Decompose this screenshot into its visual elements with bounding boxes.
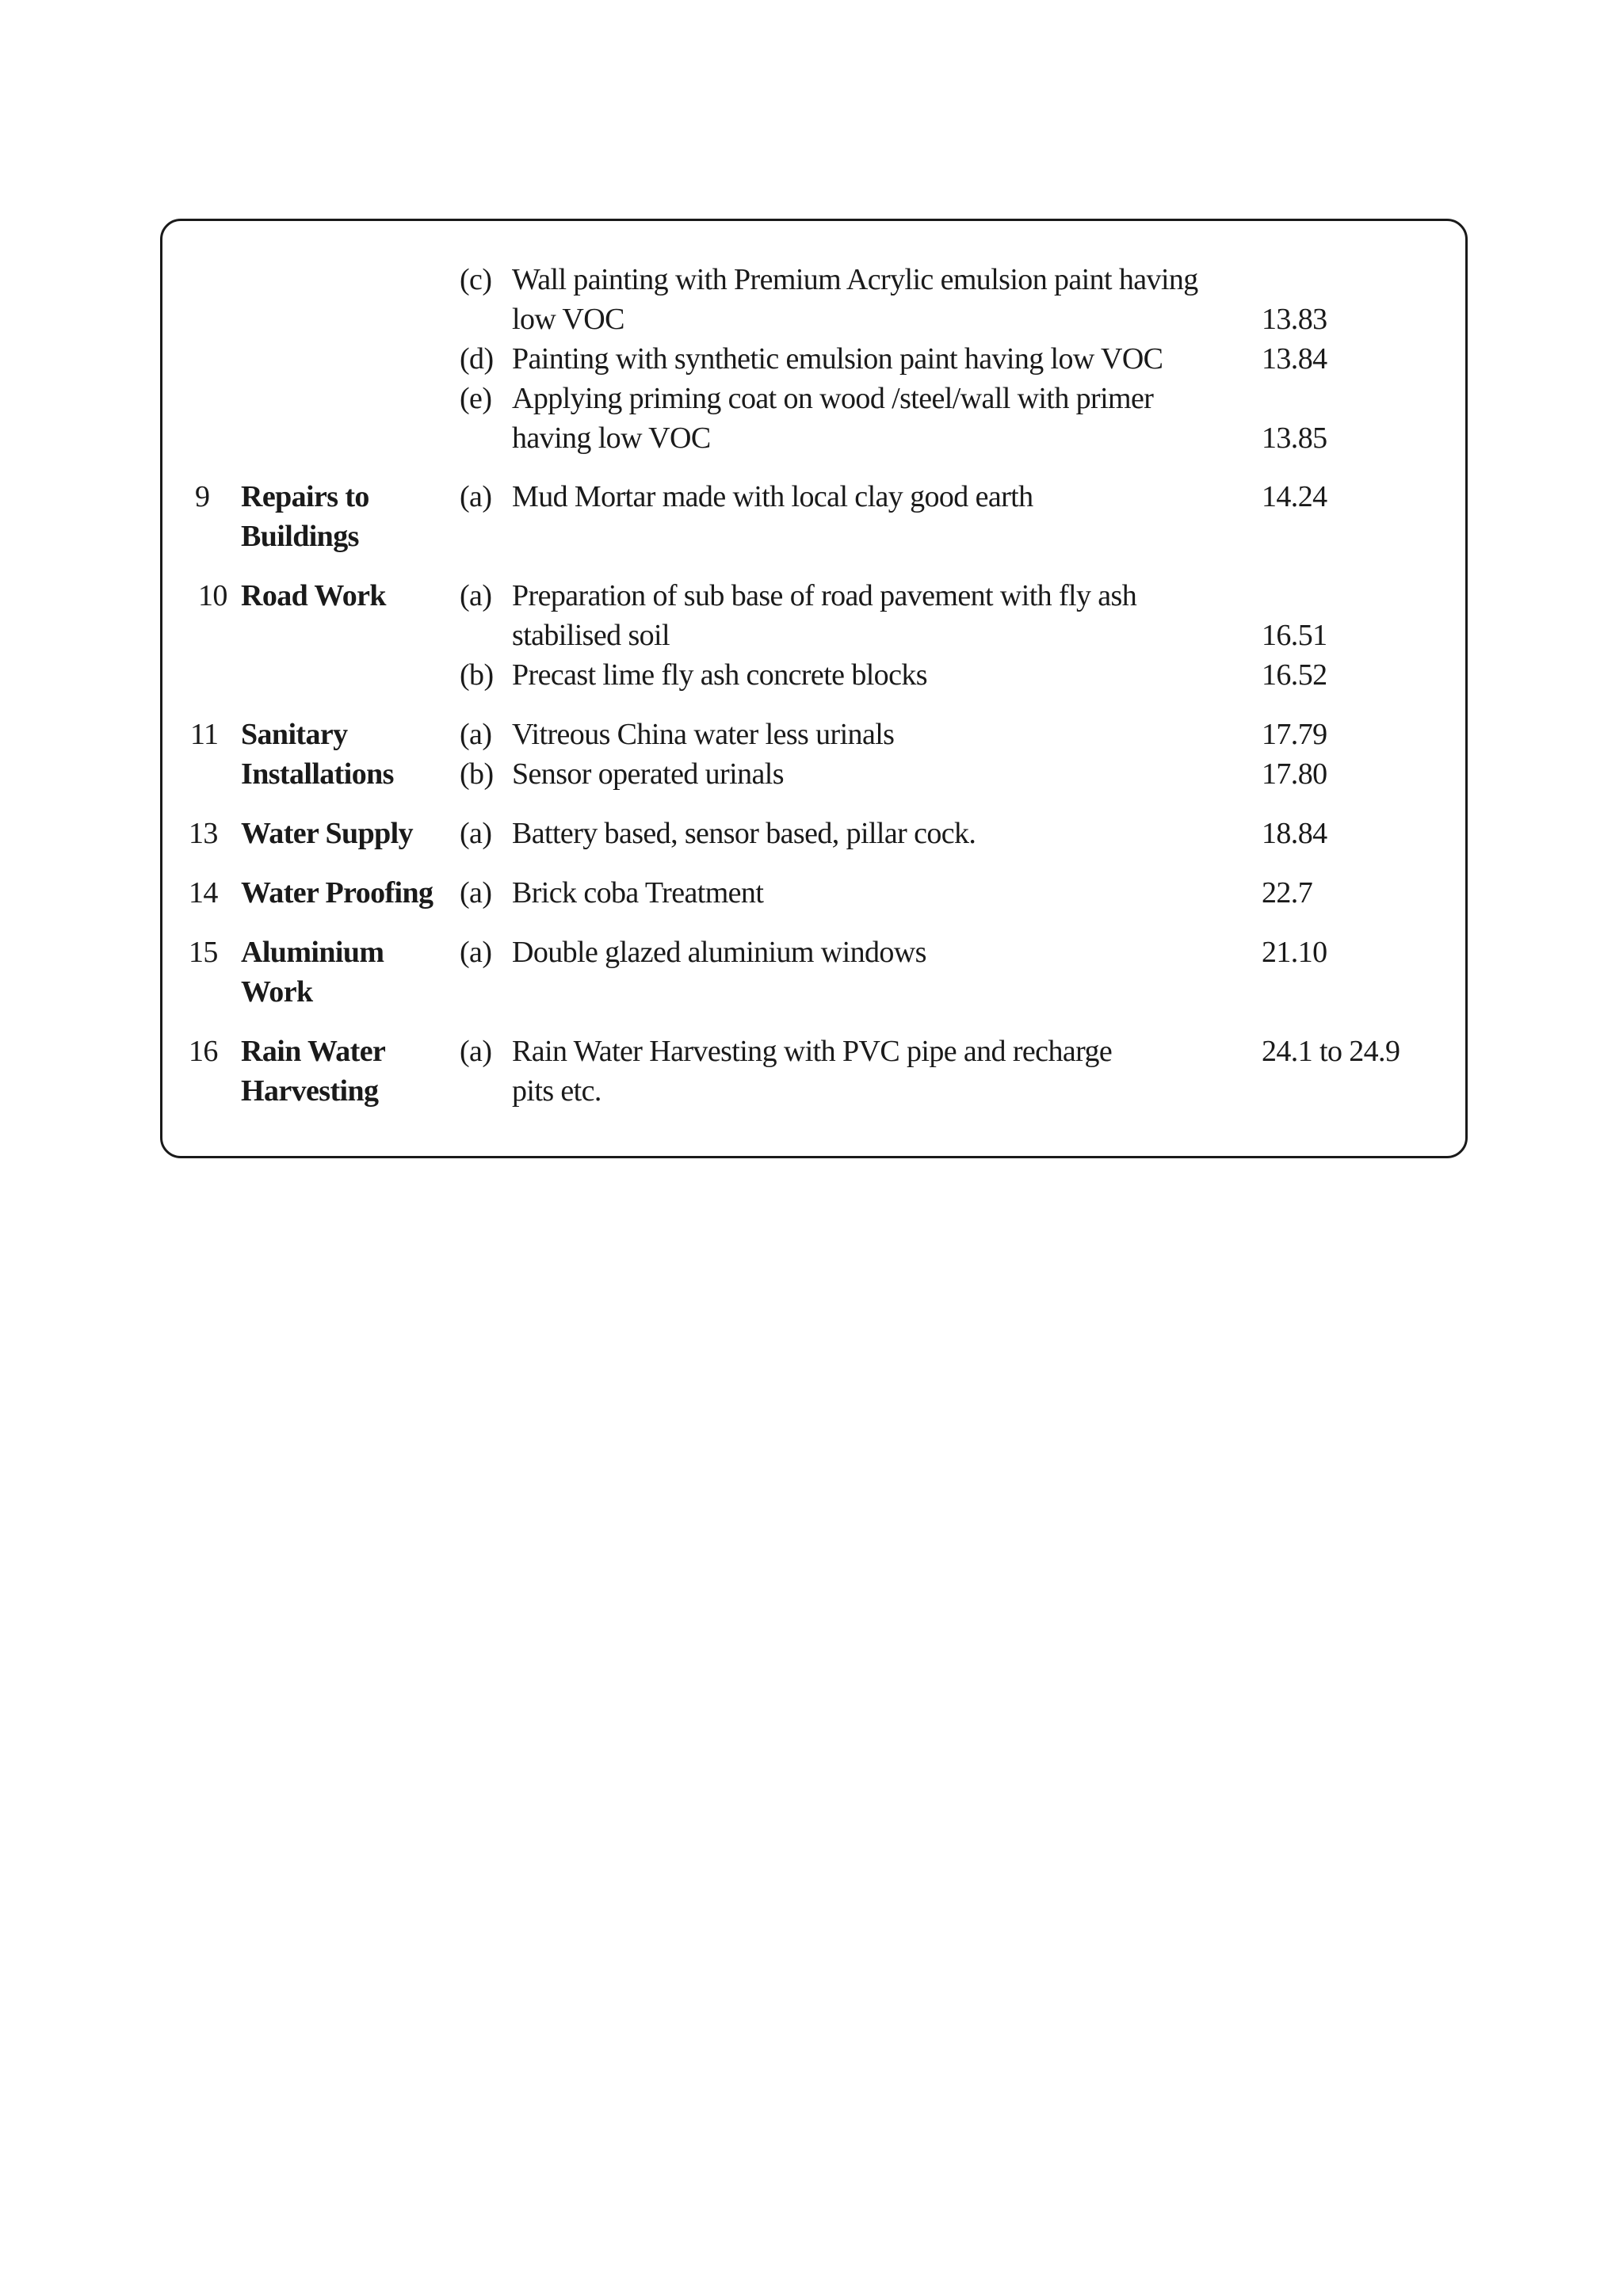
row-heading: Repairs to [241,480,369,513]
item-marker: (a) [460,718,492,751]
item-description: Applying priming coat on wood /steel/wall with primer [512,382,1154,415]
item-description: Vitreous China water less urinals [512,718,895,751]
row-number: 11 [190,718,219,751]
item-reference: 18.84 [1262,817,1327,850]
item-reference: 16.52 [1262,658,1327,692]
item-marker: (e) [460,382,492,415]
row-heading: Harvesting [241,1074,379,1108]
item-description: stabilised soil [512,619,670,652]
row-heading: Buildings [241,520,359,553]
item-marker: (b) [460,757,494,791]
item-description: Brick coba Treatment [512,876,764,910]
item-reference: 14.24 [1262,480,1327,513]
row-number: 15 [189,936,218,969]
item-reference: 16.51 [1262,619,1327,652]
row-heading: Water Proofing [241,876,433,910]
item-description: Battery based, sensor based, pillar cock. [512,817,976,850]
item-reference: 17.80 [1262,757,1327,791]
row-number: 9 [195,480,210,513]
item-description: having low VOC [512,421,711,455]
row-heading: Rain Water [241,1035,386,1068]
item-description: Painting with synthetic emulsion paint having low VOC [512,342,1163,376]
item-marker: (c) [460,263,492,296]
item-description: Precast lime fly ash concrete blocks [512,658,927,692]
item-description: Sensor operated urinals [512,757,784,791]
item-marker: (a) [460,579,492,612]
row-number: 10 [198,579,227,612]
row-heading: Work [241,975,313,1009]
row-number: 14 [189,876,218,910]
item-reference: 24.1 to 24.9 [1262,1035,1400,1068]
item-marker: (a) [460,817,492,850]
item-marker: (a) [460,876,492,910]
item-reference: 13.85 [1262,421,1327,455]
item-reference: 21.10 [1262,936,1327,969]
item-description: Rain Water Harvesting with PVC pipe and recharge [512,1035,1113,1068]
item-marker: (d) [460,342,494,376]
item-marker: (a) [460,936,492,969]
item-marker: (a) [460,1035,492,1068]
row-number: 16 [189,1035,218,1068]
item-description: Mud Mortar made with local clay good earth [512,480,1033,513]
item-reference: 13.84 [1262,342,1327,376]
row-heading: Aluminium [241,936,384,969]
item-reference: 17.79 [1262,718,1327,751]
row-heading: Water Supply [241,817,413,850]
row-heading: Road Work [241,579,386,612]
item-description: pits etc. [512,1074,601,1108]
item-marker: (a) [460,480,492,513]
item-description: Double glazed aluminium windows [512,936,926,969]
item-description: Preparation of sub base of road pavement with fly ash [512,579,1137,612]
item-description: Wall painting with Premium Acrylic emulsion paint having [512,263,1198,296]
row-heading: Installations [241,757,394,791]
item-reference: 13.83 [1262,303,1327,336]
row-number: 13 [189,817,218,850]
row-heading: Sanitary [241,718,348,751]
item-marker: (b) [460,658,494,692]
item-description: low VOC [512,303,624,336]
item-reference: 22.7 [1262,876,1313,910]
